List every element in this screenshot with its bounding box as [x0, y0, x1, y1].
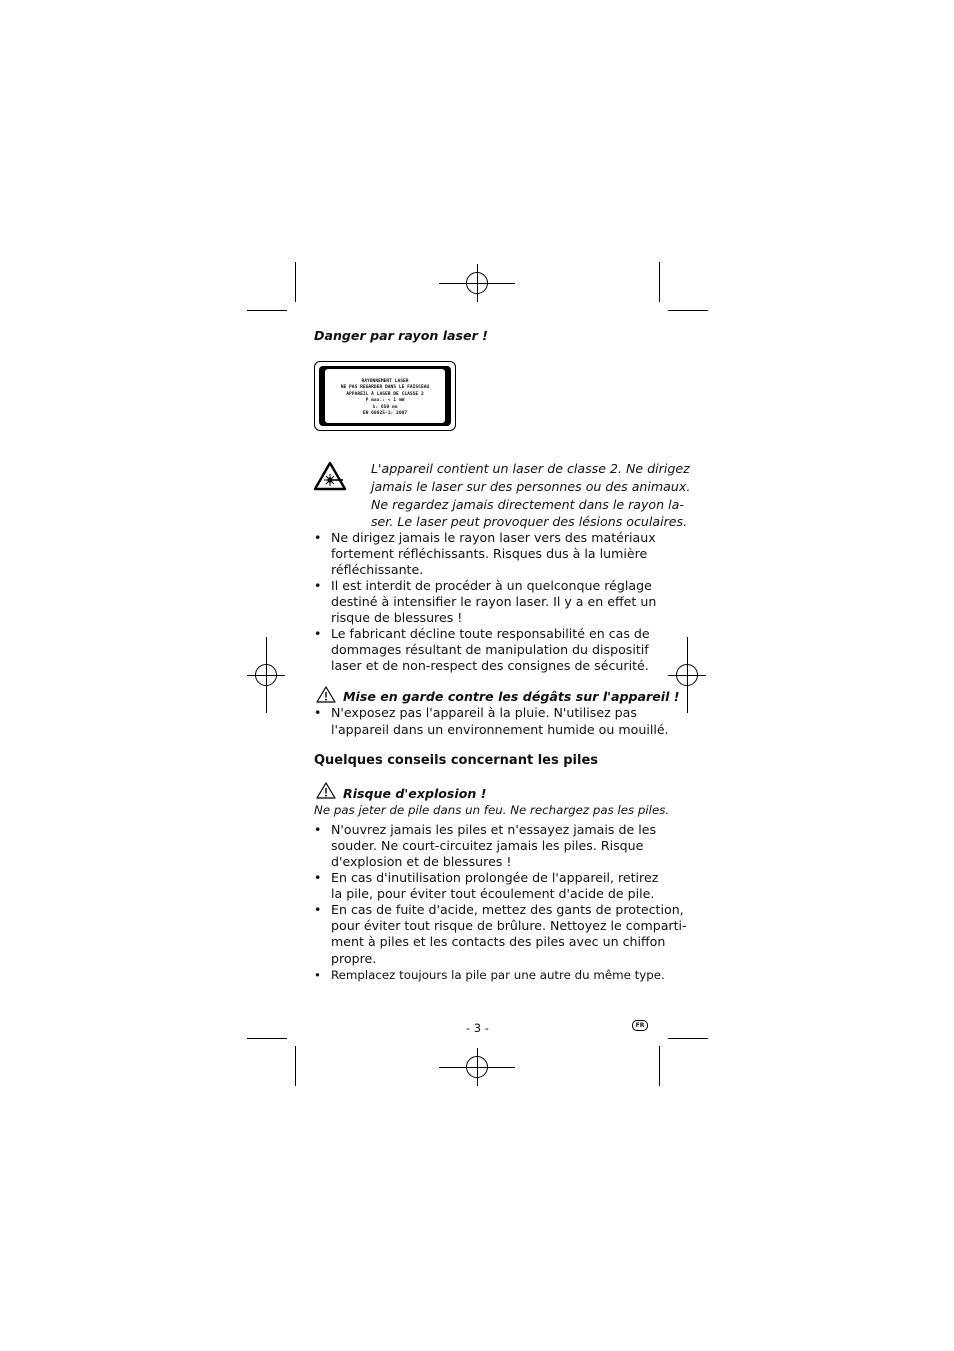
warning-triangle-icon [316, 686, 336, 703]
list-item-line: la pile, pour éviter tout écoulement d'acide de pile. [331, 886, 655, 901]
laser-warning-line: ser. Le laser peut provoquer des lésions oculaires. [371, 514, 688, 529]
laser-warning-icon [313, 461, 347, 492]
laser-danger-heading: Danger par rayon laser ! [314, 328, 488, 343]
list-item: • Il est interdit de procéder à un quelconque réglage [331, 578, 652, 594]
list-item: • En cas de fuite d'acide, mettez des gants de protection, [331, 902, 684, 918]
list-item: • Le fabricant décline toute responsabilité en cas de [331, 626, 650, 642]
list-item-line: l'appareil dans un environnement humide ou mouillé. [331, 722, 669, 737]
list-item-line: d'explosion et de blessures ! [331, 854, 512, 869]
list-item-line: ment à piles et les contacts des piles avec un chiffon [331, 934, 666, 949]
list-item: • N'ouvrez jamais les piles et n'essayez jamais de les [331, 822, 656, 838]
label-line: λ: 650 nm [372, 404, 398, 410]
list-item: • En cas d'inutilisation prolongée de l'appareil, retirez [331, 870, 658, 886]
list-item-line: destiné à intensifier le rayon laser. Il y a en effet un [331, 594, 657, 609]
list-item-line: laser et de non-respect des consignes de sécurité. [331, 658, 649, 673]
explosion-note: Ne pas jeter de pile dans un feu. Ne rechargez pas les piles. [314, 803, 670, 817]
list-item-line: souder. Ne court-circuitez jamais les piles. Risque [331, 838, 644, 853]
language-badge: FR [632, 1020, 648, 1031]
label-line: P max.: < 1 mW [365, 398, 405, 404]
explosion-risk-heading: Risque d'explosion ! [343, 786, 487, 801]
warning-triangle-icon [316, 782, 336, 799]
laser-warning-line: jamais le laser sur des personnes ou des animaux. [371, 479, 691, 494]
list-item-line: fortement réfléchissants. Risques dus à la lumière [331, 546, 648, 561]
label-line: RAYONNEMENT LASER [361, 379, 409, 384]
laser-warning-line: Ne regardez jamais directement dans le rayon la- [371, 497, 684, 512]
list-item: • N'exposez pas l'appareil à la pluie. N'utilisez pas [331, 705, 637, 721]
list-item: • Ne dirigez jamais le rayon laser vers des matériaux [331, 530, 656, 546]
list-item: • Remplacez toujours la pile par une autre du même type. [331, 967, 665, 983]
battery-section-heading: Quelques conseils concernant les piles [314, 753, 599, 768]
list-item-line: risque de blessures ! [331, 610, 463, 625]
list-item-line: pour éviter tout risque de brûlure. Nettoyez le comparti- [331, 918, 687, 933]
page-number: - 3 - [466, 1021, 489, 1035]
device-damage-heading: Mise en garde contre les dégâts sur l'appareil ! [343, 689, 680, 704]
laser-class-label [314, 361, 456, 431]
laser-warning-line: L'appareil contient un laser de classe 2. Ne dirigez [371, 461, 690, 476]
label-line: APPAREIL À LASER DE CLASSE 2 [346, 391, 424, 397]
label-line: NE PAS REGARDER DANS LE FAISCEAU [340, 385, 430, 391]
list-item-line: propre. [331, 951, 377, 966]
list-item-line: réfléchissante. [331, 562, 424, 577]
list-item-line: dommages résultant de manipulation du dispositif [331, 642, 649, 657]
label-line: EN 60825-1: 2007 [362, 411, 408, 417]
